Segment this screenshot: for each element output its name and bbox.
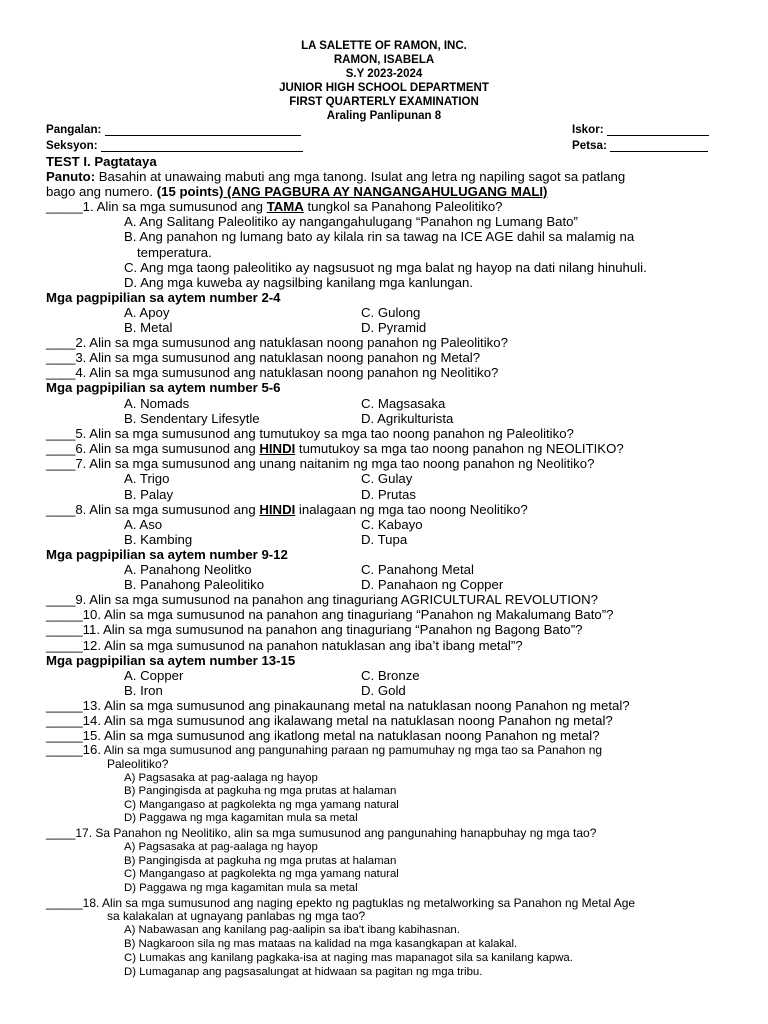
answer-blank[interactable]: ____: [46, 592, 76, 607]
group-9-12-option-c: C. Panahong Metal: [361, 562, 474, 577]
directions-text-1: Basahin at unawaing mabuti ang mga tanong. Isulat ang letra ng napiling sagot sa patlang: [95, 169, 626, 184]
q17-text: Sa Panahon ng Neolitiko, alin sa mga sumusunod ang pangunahing hanapbuhay ng mga tao?: [92, 826, 597, 840]
question-2: [46, 335, 508, 350]
q17-option-c: C) Mangangaso at pagkolekta ng mga yamang natural: [124, 868, 399, 880]
q17-option-d: D) Paggawa ng mga kagamitan mula sa metal: [124, 882, 358, 894]
q18-option-a: A) Nabawasan ang kanilang pag-aalipin sa iba't ibang kabihasnan.: [124, 924, 460, 936]
group-13-15-option-a: A. Copper: [124, 668, 184, 683]
question-3: [46, 350, 480, 365]
group-9-12-option-b: B. Panahong Paleolitiko: [124, 577, 265, 592]
q8-option-c: C. Kabayo: [361, 517, 423, 532]
question-15: [46, 728, 600, 743]
q18-number: 18.: [82, 896, 100, 910]
section-line[interactable]: [101, 139, 303, 152]
q7-option-a: A. Trigo: [124, 471, 170, 486]
school-year: S.Y 2023-2024: [345, 68, 423, 80]
school-location: RAMON, ISABELA: [333, 54, 435, 66]
date-field: [572, 139, 708, 152]
q6-text-post: tumutukoy sa mga tao noong panahon ng NEOLITIKO?: [295, 441, 624, 456]
section-label: Seksyon:: [46, 139, 98, 152]
question-11: [46, 622, 582, 637]
q1-option-b-cont: temperatura.: [137, 245, 212, 260]
q18-option-d: D) Lumaganap ang pagsasalungat at hidwaan sa pagitan ng mga tribu.: [124, 966, 483, 978]
name-line[interactable]: [105, 123, 301, 136]
group-2-4-option-d: D. Pyramid: [361, 320, 427, 335]
q16-number: 16.: [82, 742, 102, 757]
q11-text: 11. Alin sa mga sumusunod na panahon ang tinaguriang “Panahon ng Bagong Bato”?: [82, 622, 583, 637]
q7-option-b: B. Palay: [124, 487, 174, 502]
q1-option-c: C. Ang mga taong paleolitiko ay nagsusuot ng mga balat ng hayop na dati nilang hinuhuli.: [124, 260, 647, 275]
directions-line-2: [46, 184, 547, 199]
q6-keyword: HINDI: [259, 441, 296, 456]
directions-text-2: bago ang numero.: [46, 184, 157, 199]
answer-blank[interactable]: _____: [46, 638, 83, 653]
q14-text: 14. Alin sa mga sumusunod ang ikalawang metal na natuklasan noong Panahon ng metal?: [82, 713, 613, 728]
q18-text-2: sa kalakalan at ugnayang panlabas ng mga tao?: [107, 909, 366, 923]
question-18: [46, 896, 635, 910]
answer-blank[interactable]: ____: [46, 426, 76, 441]
answer-blank[interactable]: _____: [46, 622, 83, 637]
q1-option-a: A. Ang Salitang Paleolitiko ay nangangahulugang “Panahon ng Lumang Bato”: [124, 214, 578, 229]
name-label: Pangalan:: [46, 123, 102, 136]
q13-text: 13. Alin sa mga sumusunod ang pinakaunang metal na natuklasan noong Panahon ng metal?: [82, 698, 630, 713]
q8-text-post: inalagaan ng mga tao noong Neolitiko?: [295, 502, 528, 517]
q17-option-a: A) Pagsasaka at pag-aalaga ng hayop: [124, 841, 318, 853]
answer-blank[interactable]: ____: [46, 825, 76, 840]
score-label: Iskor: [572, 123, 600, 136]
q18-option-b: B) Nagkaroon sila ng mas mataas na kalidad na mga kasangkapan at kalakal.: [124, 938, 518, 950]
exam-title: FIRST QUARTERLY EXAMINATION: [289, 96, 479, 108]
q16-option-c: C) Mangangaso at pagkolekta ng mga yamang natural: [124, 799, 399, 811]
q6-text-pre: 6. Alin sa mga sumusunod ang: [75, 441, 260, 456]
section-field: [46, 139, 303, 152]
q8-keyword: HINDI: [259, 502, 296, 517]
q1-option-d: D. Ang mga kuweba ay nagsilbing kanilang mga kanlungan.: [124, 275, 473, 290]
group-2-4-option-c: C. Gulong: [361, 305, 421, 320]
group-5-6-option-b: B. Sendentary Lifesytle: [124, 411, 260, 426]
q1-option-b: B. Ang panahon ng lumang bato ay kilala rin sa tawag na ICE AGE dahil sa malamig na: [124, 229, 635, 244]
q17-number: 17.: [75, 826, 93, 840]
q8-text-pre: 8. Alin sa mga sumusunod ang: [75, 502, 260, 517]
group-2-4-title: Mga pagpipilian sa aytem number 2-4: [46, 290, 281, 305]
q16-option-a: A) Pagsasaka at pag-aalaga ng hayop: [124, 772, 318, 784]
question-5: [46, 426, 574, 441]
question-10: [46, 607, 613, 622]
question-1: [46, 199, 503, 214]
question-8: [46, 502, 528, 517]
group-13-15-title: Mga pagpipilian sa aytem number 13-15: [46, 653, 296, 668]
answer-blank[interactable]: _____: [46, 713, 83, 728]
group-5-6-option-a: A. Nomads: [124, 396, 190, 411]
q5-text: 5. Alin sa mga sumusunod ang tumutukoy sa mga tao noong panahon ng Paleolitiko?: [75, 426, 574, 441]
q8-option-a: A. Aso: [124, 517, 163, 532]
q3-text: 3. Alin sa mga sumusunod ang natuklasan noong panahon ng Metal?: [75, 350, 481, 365]
score-line[interactable]: [607, 123, 709, 136]
q16-text-2: Paleolitiko?: [107, 757, 169, 771]
q8-option-b: B. Kambing: [124, 532, 193, 547]
group-9-12-option-d: D. Panahaon ng Copper: [361, 577, 504, 592]
answer-blank[interactable]: ____: [46, 335, 76, 350]
group-9-12-option-a: A. Panahong Neolitko: [124, 562, 252, 577]
q16-text-1: Alin sa mga sumusunod ang pangunahing paraan ng pamumuhay ng mga tao sa Panahon ng: [101, 743, 603, 757]
question-7: [46, 456, 594, 471]
date-label: Petsa: [572, 139, 603, 152]
question-6: [46, 441, 624, 456]
answer-blank[interactable]: _____: [46, 728, 83, 743]
name-field: [46, 123, 301, 136]
q1-text-post: tungkol sa Panahong Paleolitiko?: [303, 199, 503, 214]
q7-option-c: C. Gulay: [361, 471, 413, 486]
q17-option-b: B) Pangingisda at pagkuha ng mga prutas at halaman: [124, 855, 397, 867]
answer-blank[interactable]: _____: [46, 742, 83, 757]
question-17: [46, 826, 596, 840]
answer-blank[interactable]: _____: [46, 607, 83, 622]
group-9-12-title: Mga pagpipilian sa aytem number 9-12: [46, 547, 288, 562]
answer-blank[interactable]: _____: [46, 895, 83, 910]
question-16: [46, 743, 602, 757]
school-name: LA SALETTE OF RAMON, INC.: [301, 40, 467, 52]
q10-text: 10. Alin sa mga sumusunod na panahon ang tinaguriang “Panahon ng Makalumang Bato”?: [82, 607, 614, 622]
erasure-warning: (ANG PAGBURA AY NANGANGAHULUGANG MALI): [223, 184, 548, 199]
question-12: [46, 638, 523, 653]
answer-blank[interactable]: _____: [46, 199, 83, 214]
question-13: [46, 698, 630, 713]
answer-blank[interactable]: ____: [46, 365, 76, 380]
date-line[interactable]: [610, 139, 708, 152]
score-colon: :: [599, 123, 604, 136]
question-14: [46, 713, 613, 728]
q1-keyword: TAMA: [266, 199, 304, 214]
q16-option-b: B) Pangingisda at pagkuha ng mga prutas at halaman: [124, 785, 397, 797]
q1-text-pre: 1. Alin sa mga sumusunod ang: [82, 199, 267, 214]
group-5-6-option-c: C. Magsasaka: [361, 396, 446, 411]
answer-blank[interactable]: ____: [46, 441, 76, 456]
score-field: [572, 123, 709, 136]
date-colon: :: [602, 139, 607, 152]
directions-line-1: [46, 169, 625, 184]
q7-text: 7. Alin sa mga sumusunod ang unang naitanim ng mga tao noong panahon ng Neolitiko?: [75, 456, 595, 471]
subject-title: Araling Panlipunan 8: [326, 110, 442, 122]
q7-option-d: D. Prutas: [361, 487, 416, 502]
answer-blank[interactable]: _____: [46, 698, 83, 713]
group-5-6-title: Mga pagpipilian sa aytem number 5-6: [46, 380, 281, 395]
q8-option-d: D. Tupa: [361, 532, 408, 547]
group-5-6-option-d: D. Agrikulturista: [361, 411, 454, 426]
group-13-15-option-c: C. Bronze: [361, 668, 420, 683]
department: JUNIOR HIGH SCHOOL DEPARTMENT: [279, 82, 489, 94]
question-4: [46, 365, 498, 380]
q9-text: 9. Alin sa mga sumusunod na panahon ang tinaguriang AGRICULTURAL REVOLUTION?: [75, 592, 598, 607]
q18-text-1: Alin sa mga sumusunod ang naging epekto ng pagtuklas ng metalworking sa Panahon ng Metal Age: [99, 896, 636, 910]
q4-text: 4. Alin sa mga sumusunod ang natuklasan noong panahon ng Neolitiko?: [75, 365, 499, 380]
q15-text: 15. Alin sa mga sumusunod ang ikatlong metal na natuklasan noong Panahon ng metal?: [82, 728, 600, 743]
answer-blank[interactable]: ____: [46, 456, 76, 471]
question-9: [46, 592, 598, 607]
points: (15 points): [156, 184, 224, 199]
q2-text: 2. Alin sa mga sumusunod ang natuklasan noong panahon ng Paleolitiko?: [75, 335, 508, 350]
q12-text: 12. Alin sa mga sumusunod na panahon natuklasan ang iba’t ibang metal”?: [82, 638, 523, 653]
group-2-4-option-a: A. Apoy: [124, 305, 170, 320]
group-13-15-option-b: B. Iron: [124, 683, 163, 698]
q18-option-c: C) Lumakas ang kanilang pagkaka-isa at naging mas mapanagot sila sa kanilang kapwa.: [124, 952, 573, 964]
answer-blank[interactable]: ____: [46, 350, 76, 365]
group-13-15-option-d: D. Gold: [361, 683, 406, 698]
test-title: TEST I. Pagtataya: [46, 154, 157, 169]
directions-label: Panuto:: [46, 169, 96, 184]
q16-option-d: D) Paggawa ng mga kagamitan mula sa metal: [124, 812, 358, 824]
answer-blank[interactable]: ____: [46, 502, 76, 517]
group-2-4-option-b: B. Metal: [124, 320, 173, 335]
